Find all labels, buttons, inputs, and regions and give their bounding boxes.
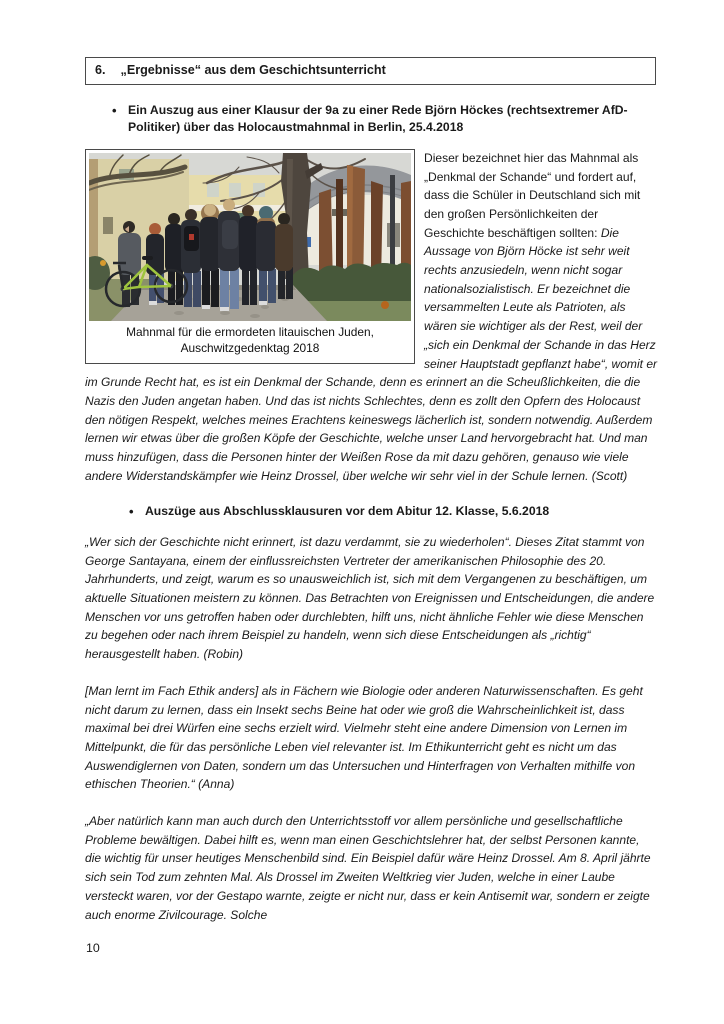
essay-section (85, 149, 658, 924)
page-number: 10 (86, 941, 100, 955)
section-heading (85, 57, 656, 85)
memorial-photo (89, 153, 411, 321)
photo-caption: Mahnmal für die ermordeten litauischen Juden, Auschwitzgedenktag 2018 (126, 324, 374, 356)
essay-paragraph-drossel: „Aber natürlich kann man auch durch den Unterrichtsstoff vor allem persönliche und gesellschaftliche Probleme bewältigen. Dabei hilft es, wenn man einen Geschichtslehrer hat, der selbst Personen kannte, die wichtig für unser heutiges Menschenbild sind. Ein Beispiel dafür wäre Heinz Drossel. Am 8. April jährte sich sein Tod zum zehnten Mal. Als Drossel im Zweiten Weltkrieg vier Juden, welche in einer Laube versteckt waren, vor der Gestapo warnte, zeigte er nicht nur, dass er kein Antisemit war, sondern er zeigte auch enorme Zivilcourage. Solche (85, 814, 651, 922)
essay-paragraph-anna: [Man lernt im Fach Ethik anders] als in Fächern wie Biologie oder anderen Naturwissenschaften. Es geht nicht darum zu lernen, dass ein Insekt sechs Beine hat oder wie groß die Wahrscheinlichkeit ist, dass maximal bei drei Würfen eine sechs erzielt wird. Vielmehr steht eine andere Dimension von Lernen im Mittelpunkt, die für das persönliche Leben viel relevanter ist. Im Ethikunterricht geht es nicht um das Auswendiglernen von Daten, sondern um das Untersuchen und Hinterfragen von Verhalten mithilfe von ethischen Theorien.“ (Anna) (85, 683, 643, 792)
paragraph-lead: Dieser bezeichnet hier das Mahnmal als „Denkmal der Schande“ und fordert auf, dass die Schüler in Deutschland sich mit den großen Persönlichkeiten der Geschichte beschäftigen sollten: (424, 150, 641, 240)
bullet-label: Ein Auszug aus einer Klausur der 9a zu einer Rede Björn Höckes (rechtsextremer AfD-Politiker) über das Holocaustmahnmal in Berlin, 25.4.2018 (128, 103, 628, 135)
bullet-item-klausur-9a (112, 102, 644, 137)
section-title: „Ergebnisse“ aus dem Geschichtsunterricht (120, 63, 386, 77)
document-page (85, 57, 658, 942)
bullet-item-abschlussklausuren (129, 503, 629, 520)
essay-paragraph-robin: „Wer sich der Geschichte nicht erinnert, ist dazu verdammt, sie zu wiederholen“. Dieses Zitat stammt von George Santayana, einem der einflussreichsten Vertreter der amerikanischen Philosophie des 20. Jahrhunderts, und zeigt, warum es so unausweichlich ist, sich mit dem Vergangenen zu beschäftigen, um aktuelle Situationen meistern zu können. Das Betrachten von Ereignissen und Entscheidungen, die andere Menschen vor uns getroffen haben oder durchlebten, hilft uns, nicht ähnliche Fehler wie diese Menschen zu begehen oder nach ihrem Beispiel zu handeln, wenn sich diese Entscheidungen als „richtig“ herausgestellt haben. (Robin) (85, 534, 655, 662)
section-number: 6. (95, 63, 106, 77)
bullet-label: Auszüge aus Abschlussklausuren vor dem Abitur 12. Klasse, 5.6.2018 (145, 504, 550, 519)
memorial-photo-figure (85, 149, 415, 364)
bullet-marker: • (129, 504, 134, 520)
bullet-marker: • (112, 103, 117, 118)
paragraph-quote-scott: Die Aussage von Björn Höcke ist sehr weit rechts anzusiedeln, wenn nicht sogar nationalsozialistisch. Er bezeichnet die versammelten Leute als Patrioten, als wären sie wichtiger als der Rest, weil der „sich ein Denkmal der Schande in das Herz seiner Hauptstadt gepflanzt habe“, womit er im Grunde Recht hat, es ist ein Denkmal der Schande, denn es erinnert an die Scheußlichkeiten, die die Nazis den Juden angetan haben. Und das ist nichts Schlechtes, denn es zollt den Opfern des Holocaust den nötigen Respekt, welches meines Erachtens keineswegs lächerlich ist, sondern notwendig. Außerdem lernen wir etwas über die großen Köpfe der Geschichte, welche unser Land hervorgebracht hat. Und man muss hinzufügen, dass die Personen hinter der Weißen Rose da mit dazu gehören, genauso wie viele andere Widerstandskämpfer wie Heinz Drossel, über welche wir sehr viel in der Schule lernen. (Scott) (85, 225, 658, 483)
